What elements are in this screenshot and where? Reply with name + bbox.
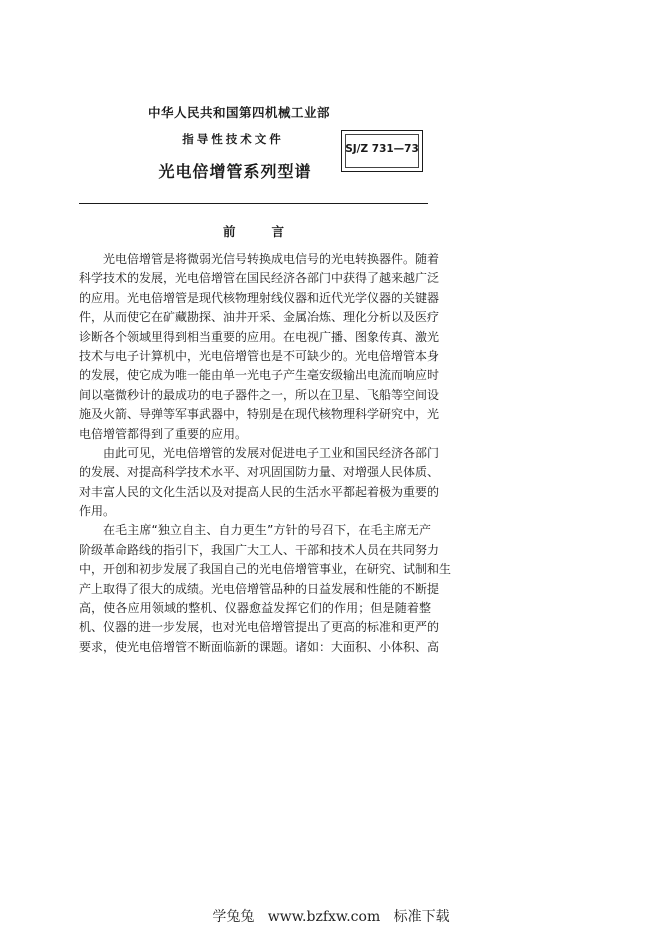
text-line: 科学技术的发展，光电倍增管在国民经济各部门中获得了越来越广泛 xyxy=(79,271,440,286)
text-line: 间以毫微秒计的最成功的电子器件之一，所以在卫星、飞船等空间设 xyxy=(79,387,440,402)
text-line: 的应用。光电倍增管是现代核物理射线仪器和近代光学仪器的关键器 xyxy=(79,290,440,305)
text-line: 的发展，使它成为唯一能由单一光电子产生毫安级输出电流而响应时 xyxy=(79,368,440,383)
text-line: 产上取得了很大的成绩。光电倍增管品种的日益发展和性能的不断提 xyxy=(79,581,440,596)
document-type: 指导性技术文件 xyxy=(182,132,284,146)
footer-url: www.bzfxw.com xyxy=(267,909,381,925)
section-heading: 前言 xyxy=(222,224,320,239)
standard-code: SJ/Z 731—73 xyxy=(345,143,419,155)
text-line: 在毛主席“独立自主、自力更生”方针的号召下，在毛主席无产 xyxy=(103,523,431,538)
issuing-organization: 中华人民共和国第四机械工业部 xyxy=(148,105,331,120)
text-line: 由此可见，光电倍增管的发展对促进电子工业和国民经济各部门 xyxy=(103,445,440,460)
text-line: 高，使各应用领域的整机、仪器愈益发挥它们的作用；但是随着整 xyxy=(79,601,431,616)
footer-site-name: 学兔兔 xyxy=(212,909,255,925)
title-divider xyxy=(79,203,428,204)
text-line: 诊断各个领域里得到相当重要的应用。在电视广播、图象传真、激光 xyxy=(79,329,440,344)
text-line: 光电倍增管是将微弱光信号转换成电信号的光电转换器件。随着 xyxy=(103,252,440,266)
text-line: 施及火箭、导弹等军事武器中，特别是在现代核物理科学研究中，光 xyxy=(79,407,440,422)
text-line: 件，从而使它在矿藏勘探、油井开采、金属冶炼、理化分析以及医疗 xyxy=(79,310,440,325)
text-line: 作用。 xyxy=(79,504,116,519)
text-line: 的发展、对提高科学技术水平、对巩固国防力量、对增强人民体质、 xyxy=(79,465,440,480)
document-title: 光电倍增管系列型谱 xyxy=(158,162,312,181)
text-line: 阶级革命路线的指引下，我国广大工人、干部和技术人员在共同努力 xyxy=(79,542,440,557)
text-line: 技术与电子计算机中，光电倍增管也是不可缺少的。光电倍增管本身 xyxy=(79,348,440,363)
text-line: 要求，使光电倍增管不断面临新的课题。诸如：大面积、小体积、高 xyxy=(79,639,440,654)
watermark-footer xyxy=(0,906,662,926)
text-line: 机、仪器的进一步发展，也对光电倍增管提出了更高的标准和更严的 xyxy=(79,620,440,635)
standard-code-box xyxy=(341,130,423,172)
text-line: 对丰富人民的文化生活以及对提高人民的生活水平都起着极为重要的 xyxy=(79,484,440,499)
text-line: 中，开创和初步发展了我国自己的光电倍增管事业，在研究、试制和生 xyxy=(79,562,452,577)
body-text xyxy=(79,250,452,657)
text-line: 电倍增管都得到了重要的应用。 xyxy=(79,426,248,441)
footer-tagline: 标准下载 xyxy=(393,909,450,925)
